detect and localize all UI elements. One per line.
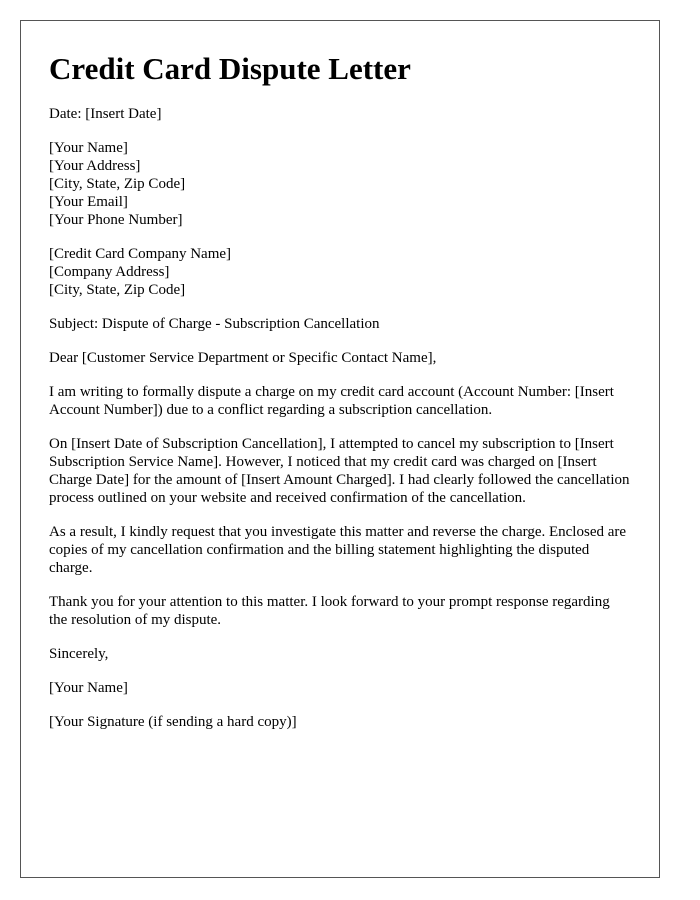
letter-page bbox=[20, 20, 660, 878]
subject-line: Subject: Dispute of Charge - Subscription Cancellation bbox=[49, 316, 380, 332]
body-paragraph-2: On [Insert Date of Subscription Cancellation], I attempted to cancel my subscription to [Insert Subscription Service Name]. However, I noticed that my credit card was charged on [Insert Charge Date] for the amount of [Insert Amount Charged]. I had clearly followed the cancellation process outlined on your website and received confirmation of the cancellation. bbox=[49, 436, 630, 506]
sender-phone: [Your Phone Number] bbox=[49, 212, 183, 228]
body-paragraph-1: I am writing to formally dispute a charge on my credit card account (Account Number: [Insert Account Number]) due to a conflict regarding a subscription cancellation. bbox=[49, 384, 614, 418]
sender-address: [Your Address] bbox=[49, 158, 141, 174]
body-paragraph-3: As a result, I kindly request that you investigate this matter and reverse the charge. Enclosed are copies of my cancellation confirmation and the billing statement highlighting the disputed charge. bbox=[49, 524, 627, 576]
sender-city-state-zip: [City, State, Zip Code] bbox=[49, 176, 186, 192]
date-line: Date: [Insert Date] bbox=[49, 106, 162, 122]
sender-address-block bbox=[49, 139, 631, 229]
letter-title: Credit Card Dispute Letter bbox=[49, 51, 411, 86]
sender-email: [Your Email] bbox=[49, 194, 128, 210]
recipient-company-address: [Company Address] bbox=[49, 264, 170, 280]
sender-name: [Your Name] bbox=[49, 140, 128, 156]
signature-note: [Your Signature (if sending a hard copy)] bbox=[49, 714, 297, 730]
body-paragraph-4: Thank you for your attention to this matter. I look forward to your prompt response regarding the resolution of my dispute. bbox=[49, 594, 610, 628]
closing: Sincerely, bbox=[49, 646, 109, 662]
recipient-city-state-zip: [City, State, Zip Code] bbox=[49, 282, 186, 298]
salutation: Dear [Customer Service Department or Specific Contact Name], bbox=[49, 350, 437, 366]
signature-name: [Your Name] bbox=[49, 680, 128, 696]
recipient-address-block bbox=[49, 245, 631, 299]
recipient-company-name: [Credit Card Company Name] bbox=[49, 246, 232, 262]
